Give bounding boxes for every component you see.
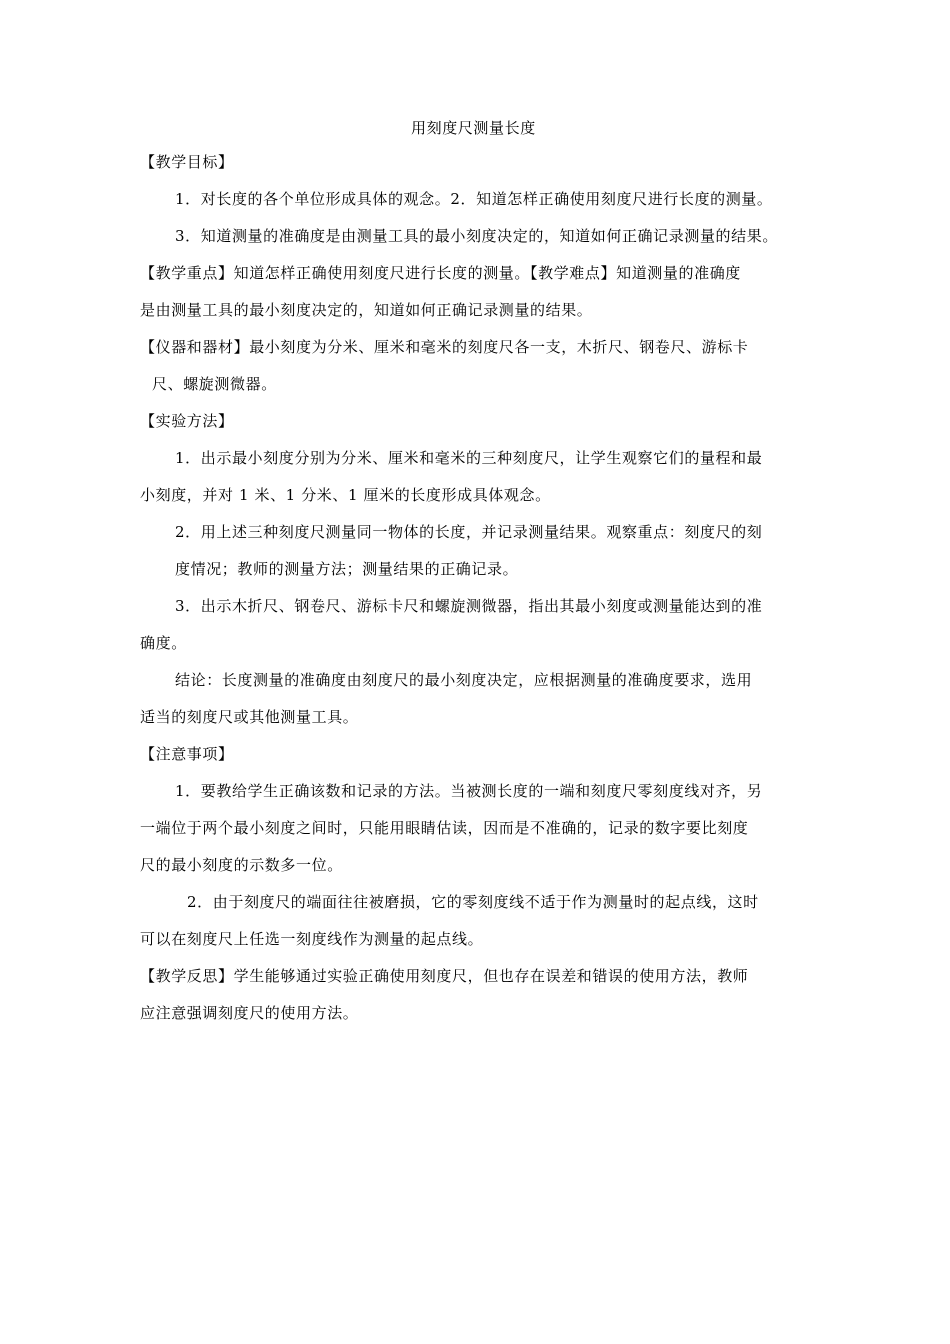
equipment-line-2: 尺、螺旋测微器。	[152, 375, 277, 393]
method-2-line-1: 2．用上述三种刻度尺测量同一物体的长度，并记录测量结果。观察重点：刻度尺的刻	[175, 523, 763, 541]
key-points-line-2: 是由测量工具的最小刻度决定的，知道如何正确记录测量的结果。	[140, 301, 593, 319]
section-heading-notes: 【注意事项】	[140, 745, 234, 763]
method-1-line-2: 小刻度，并对 1 米、1 分米、1 厘米的长度形成具体观念。	[140, 486, 551, 504]
method-3-line-2: 确度。	[140, 634, 187, 652]
section-heading-objectives: 【教学目标】	[140, 153, 234, 171]
note-1-line-3: 尺的最小刻度的示数多一位。	[140, 856, 343, 874]
note-2-line-2: 可以在刻度尺上任选一刻度线作为测量的起点线。	[140, 930, 484, 948]
section-heading-methods: 【实验方法】	[140, 412, 234, 430]
equipment-line-1: 【仪器和器材】最小刻度为分米、厘米和毫米的刻度尺各一支，木折尺、钢卷尺、游标卡	[140, 338, 749, 356]
objective-line-2: 3．知道测量的准确度是由测量工具的最小刻度决定的，知道如何正确记录测量的结果。	[175, 227, 778, 245]
method-1-line-1: 1．出示最小刻度分别为分米、厘米和毫米的三种刻度尺，让学生观察它们的量程和最	[175, 449, 763, 467]
objective-line-1: 1．对长度的各个单位形成具体的观念。2．知道怎样正确使用刻度尺进行长度的测量。	[175, 190, 773, 208]
reflection-line-1: 【教学反思】学生能够通过实验正确使用刻度尺，但也存在误差和错误的使用方法，教师	[140, 967, 749, 985]
method-2-line-2: 度情况；教师的测量方法；测量结果的正确记录。	[175, 560, 519, 578]
method-3-line-1: 3．出示木折尺、钢卷尺、游标卡尺和螺旋测微器，指出其最小刻度或测量能达到的准	[175, 597, 763, 615]
document-title: 用刻度尺测量长度	[411, 119, 536, 137]
reflection-line-2: 应注意强调刻度尺的使用方法。	[140, 1004, 359, 1022]
key-points-line-1: 【教学重点】知道怎样正确使用刻度尺进行长度的测量。【教学难点】知道测量的准确度	[140, 264, 741, 282]
note-2-line-1: 2．由于刻度尺的端面往往被磨损，它的零刻度线不适于作为测量时的起点线，这时	[187, 893, 759, 911]
note-1-line-1: 1．要教给学生正确该数和记录的方法。当被测长度的一端和刻度尺零刻度线对齐，另	[175, 782, 763, 800]
note-1-line-2: 一端位于两个最小刻度之间时，只能用眼睛估读，因而是不准确的，记录的数字要比刻度	[140, 819, 749, 837]
conclusion-line-1: 结论：长度测量的准确度由刻度尺的最小刻度决定，应根据测量的准确度要求，选用	[175, 671, 753, 689]
conclusion-line-2: 适当的刻度尺或其他测量工具。	[140, 708, 359, 726]
